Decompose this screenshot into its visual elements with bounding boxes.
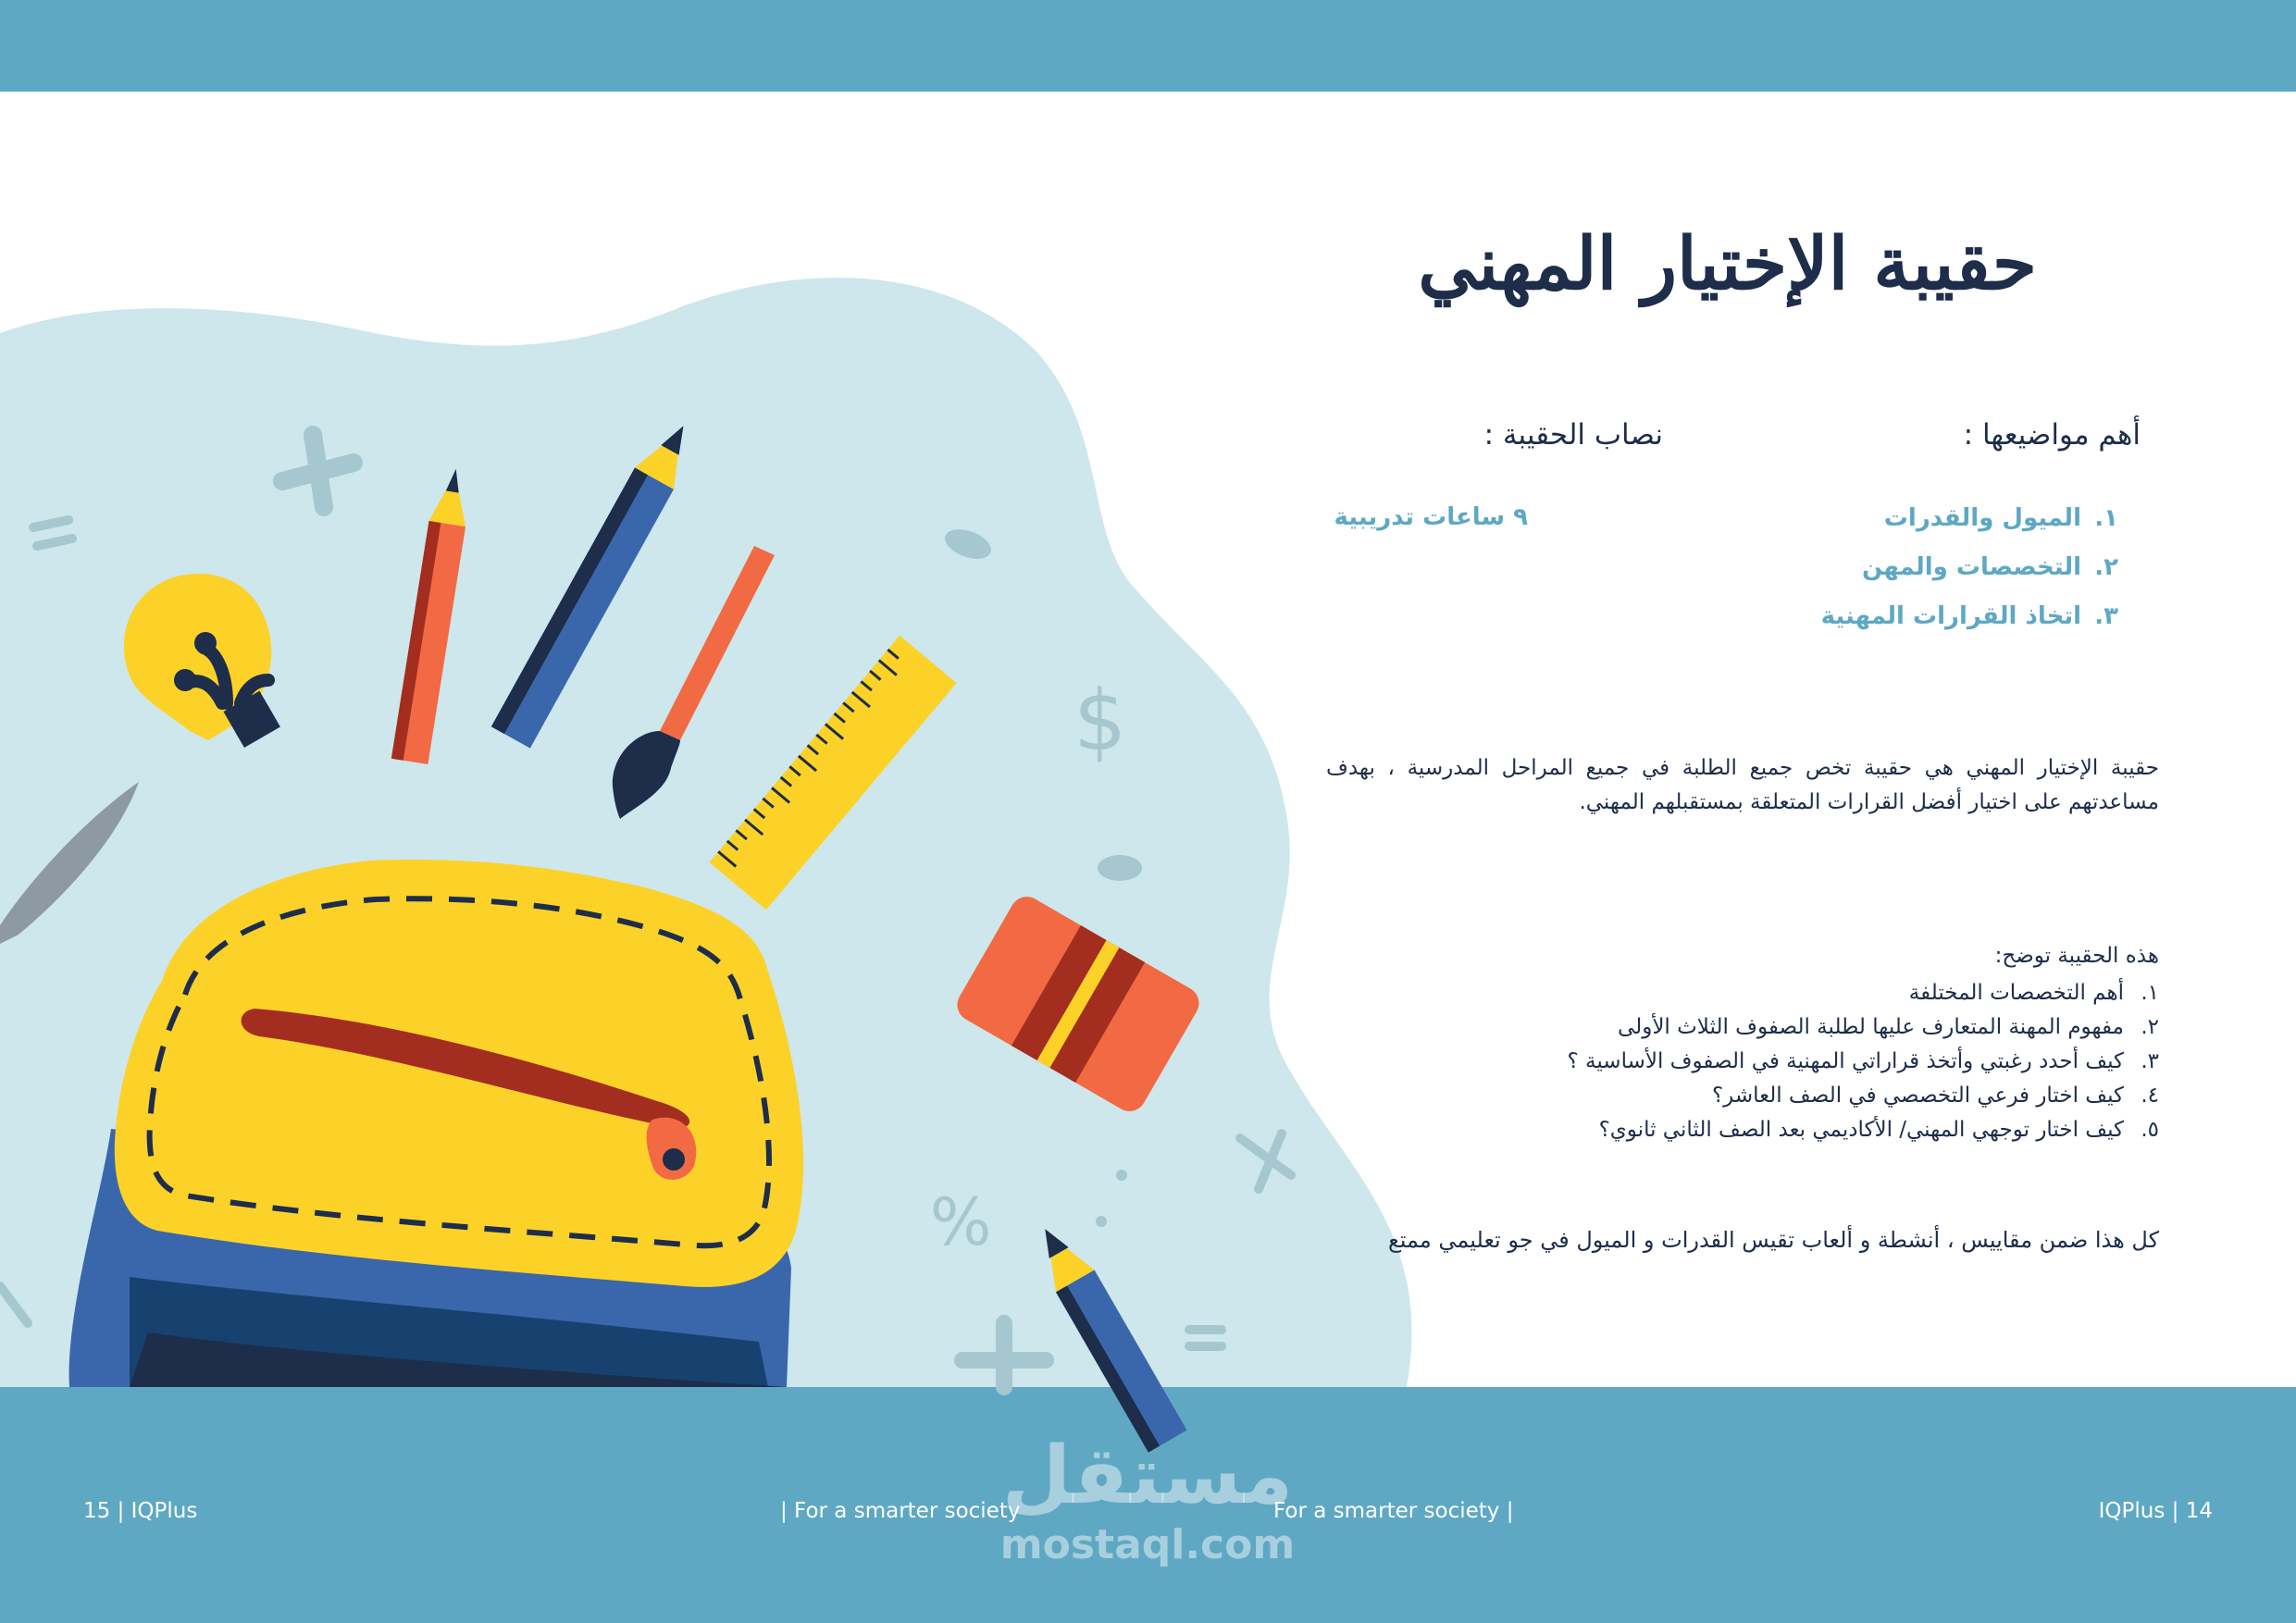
list-number: ٣. — [2094, 602, 2118, 630]
list-number: ٣. — [2141, 1049, 2159, 1073]
list-item — [1821, 598, 2118, 647]
list-item — [1821, 549, 2118, 598]
list-label: اتخاذ القرارات المهنية — [1820, 602, 2081, 630]
list-number: ٢. — [2141, 1015, 2159, 1039]
list-label: كيف أحدد رغبتي وأتخذ قراراتي المهنية في الصفوف الأساسية ؟ — [1567, 1049, 2124, 1073]
footer-slogan-left: | For a smarter society — [780, 1499, 1021, 1523]
topics-list — [1821, 500, 2118, 647]
list-number: ٢. — [2094, 553, 2118, 581]
list-label: التخصصات والمهن — [1861, 553, 2081, 581]
list-label: مفهوم المهنة المتعارف عليها لطلبة الصفوف الثلاث الأولى — [1618, 1015, 2124, 1039]
list-number: ١. — [2141, 981, 2159, 1005]
watermark-logo-text: مستقل — [1001, 1430, 1294, 1522]
list-item — [1821, 500, 2118, 549]
list-item — [1568, 1045, 2159, 1079]
list-item — [1568, 1079, 2159, 1113]
footer-page-number-right: IQPlus | 14 — [2098, 1499, 2213, 1523]
training-hours: ٩ ساعات تدريبية — [1334, 503, 1528, 531]
footer-slogan-right: For a smarter society | — [1273, 1499, 1514, 1523]
description-paragraph: حقيبة الإختيار المهني هي حقيبة تخص جميع الطلبة في جميع المراحل المدرسية ، بهدف مساعدتهم على اختيار أفضل القرارات المتعلقة بمستقبلهم المهني. — [1326, 756, 2159, 814]
shows-heading: هذه الحقيبة توضح: — [1994, 944, 2159, 968]
list-item — [1568, 1010, 2159, 1045]
svg-text:$: $ — [1074, 673, 1127, 770]
list-label: كيف اختار توجهي المهني/ الأكاديمي بعد الصف الثاني ثانوي؟ — [1598, 1118, 2124, 1142]
list-number: ٤. — [2141, 1084, 2159, 1108]
list-number: ٥. — [2141, 1118, 2159, 1142]
list-label: الميول والقدرات — [1883, 504, 2081, 532]
list-item — [1568, 1113, 2159, 1147]
watermark-url: mostaql.com — [999, 1521, 1296, 1568]
list-label: أهم التخصصات المختلفة — [1908, 981, 2124, 1005]
closing-paragraph: كل هذا ضمن مقاييس ، أنشطة و ألعاب تقيس القدرات و الميول في جو تعليمي ممتع — [1388, 1227, 2159, 1253]
topics-heading: أهم مواضيعها : — [1963, 418, 2141, 452]
footer-page-number-left: 15 | IQPlus — [83, 1499, 198, 1523]
audience-heading: نصاب الحقيبة : — [1483, 418, 1663, 452]
list-item — [1568, 976, 2159, 1010]
list-label: كيف اختار فرعي التخصصي في الصف العاشر؟ — [1711, 1084, 2124, 1108]
watermark — [990, 1430, 1305, 1568]
shows-list — [1568, 976, 2159, 1147]
svg-text:%: % — [930, 1184, 992, 1260]
list-number: ١. — [2094, 504, 2118, 532]
page-title: حقيبة الإختيار المهني — [1418, 222, 2037, 306]
